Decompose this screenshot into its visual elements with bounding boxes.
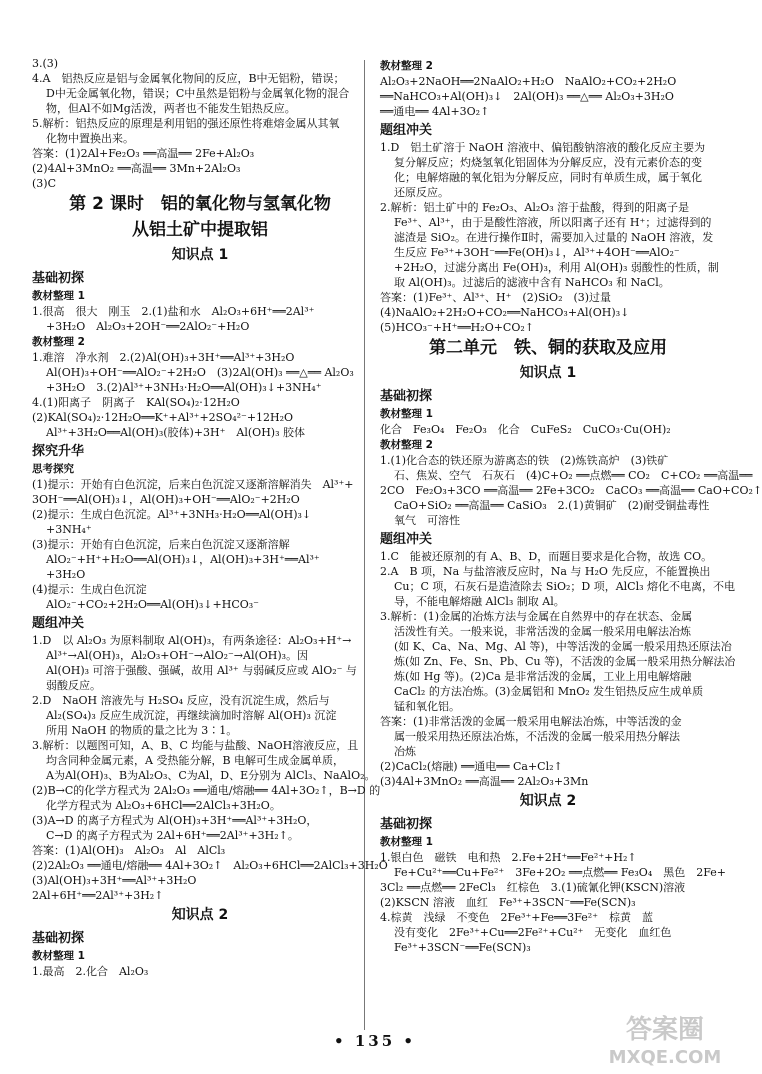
text-line: Al₂(SO₄)₃ 反应生成沉淀，再继续滴加时溶解 Al(OH)₃ 沉淀 <box>46 709 337 722</box>
left-block-6 <box>32 964 368 979</box>
text-line: 石、焦炭、空气 石灰石 (4)C+O₂ ══点燃══ CO₂ C+CO₂ ══高温══ <box>394 469 753 482</box>
text-line: 1.D 铝土矿溶于 NaOH 溶液中、偏铝酸钠溶液的酸化反应主要为 <box>380 141 706 154</box>
text-line: (3)提示：开始有白色沉淀，后来白色沉淀又逐渐溶解 <box>32 538 290 551</box>
watermark-line-2: MXQE.COM <box>608 1047 722 1068</box>
text-line: (3)C <box>32 177 56 190</box>
text-line: +3NH₄⁺ <box>46 523 92 536</box>
text-line: Al³⁺+3H₂O══Al(OH)₃(胶体)+3H⁺ Al(OH)₃ 胶体 <box>46 426 305 439</box>
text-line: (2)B→C的化学方程式为 2Al₂O₃ ══通电/熔融══ 4Al+3O₂↑，B→D 的 <box>32 784 381 797</box>
text-line: 1.D 以 Al₂O₃ 为原料制取 Al(OH)₃，有两条途径：Al₂O₃+H⁺→ <box>32 634 352 647</box>
text-line: AlO₂⁻+H⁺+H₂O══Al(OH)₃↓，Al(OH)₃+3H⁺══Al³⁺ <box>46 553 320 566</box>
text-line: 4.(1)阳离子 阴离子 KAl(SO₄)₂·12H₂O <box>32 396 240 409</box>
text-line: 复分解反应；灼烧氢氧化铝固体为分解反应，没有元素价态的变 <box>394 156 702 169</box>
knowledge-point-2-heading: 知识点 2 <box>171 907 229 923</box>
text-line: A为Al(OH)₃、B为Al₂O₃、C为Al，D、E分别为 AlCl₃、NaAlO₂。 <box>46 769 376 782</box>
textbook-summary-2-label: 教材整理 2 <box>32 336 85 348</box>
text-line: Fe³⁺+3SCN⁻══Fe(SCN)₃ <box>394 941 531 954</box>
right-section-basic-explore: 基础初探 <box>380 389 433 404</box>
textbook-summary-1b-label: 教材整理 1 <box>32 950 85 962</box>
text-line: +3H₂O <box>46 568 86 581</box>
text-line: 锰和氧化铝。 <box>394 700 460 713</box>
left-block-5 <box>32 633 388 903</box>
text-line: 化物中置换出来。 <box>46 132 134 145</box>
right-block-6 <box>380 850 726 955</box>
text-line: (5)HCO₃⁻+H⁺══H₂O+CO₂↑ <box>380 321 534 334</box>
left-column <box>32 56 388 979</box>
text-line: 1.很高 很大 刚玉 2.(1)盐和水 Al₂O₃+6H⁺══2Al³⁺ <box>32 305 315 318</box>
text-line: AlO₂⁻+CO₂+2H₂O══Al(OH)₃↓+HCO₃⁻ <box>46 598 259 611</box>
text-line: 2.A B 项，Na 与盐溶液反应时，Na 与 H₂O 先反应，不能置换出 <box>380 565 711 578</box>
text-line: 1.C 能被还原剂的有 A、B、D，而题目要求是化合物，故选 CO。 <box>380 550 713 563</box>
lesson-subtitle: 从铝土矿中提取铝 <box>132 220 268 240</box>
left-block-4 <box>32 477 368 612</box>
text-line: 2.解析：铝土矿中的 Fe₂O₃、Al₂O₃ 溶于盐酸，得到的阳离子是 <box>380 201 690 214</box>
section-explore-upgrade: 探究升华 <box>32 444 85 459</box>
text-line: 没有变化 2Fe³⁺+Cu══2Fe²⁺+Cu²⁺ 无变化 血红色 <box>394 926 672 939</box>
text-line: 5.解析：铝热反应的原理是利用铝的强还原性将难熔金属从其氧 <box>32 117 340 130</box>
right-section-exercise-group: 题组冲关 <box>380 532 433 547</box>
text-line: 4.棕黄 浅绿 不变色 2Fe³⁺+Fe══3Fe²⁺ 棕黄 蓝 <box>380 911 654 924</box>
text-line: 物，但Al不如Mg活泼，两者也不能发生铝热反应。 <box>46 102 296 115</box>
text-line: (2)KAl(SO₄)₂·12H₂O══K⁺+Al³⁺+2SO₄²⁻+12H₂O <box>32 411 294 424</box>
text-line: 生反应 Fe³⁺+3OH⁻══Fe(OH)₃↓，Al³⁺+4OH⁻══AlO₂⁻ <box>394 246 680 259</box>
text-line: Cu；C 项，石灰石是造渣除去 SiO₂；D 项，AlCl₃ 熔化不电离，不电 <box>394 580 736 593</box>
text-line: (1)提示：开始有白色沉淀，后来白色沉淀又逐渐溶解消失 Al³⁺+ <box>32 478 354 491</box>
text-line: 3.解析：以题图可知，A、B、C 均能与盐酸、NaOH溶液反应，且 <box>32 739 359 752</box>
right-textbook-summary-1-label: 教材整理 1 <box>380 408 433 420</box>
text-line: 均含同种金属元素，A 受热能分解，B 电解可生成金属单质， <box>46 754 345 767</box>
text-line: 炼(如 Hg 等)。(2)Ca 是非常活泼的金属，工业上用电解熔融 <box>394 670 692 683</box>
text-line: 3OH⁻══Al(OH)₃↓，Al(OH)₃+OH⁻══AlO₂⁻+2H₂O <box>32 493 300 506</box>
text-line: 2.D NaOH 溶液先与 H₂SO₄ 反应，没有沉淀生成，然后与 <box>32 694 330 707</box>
text-line: Al₂O₃+2NaOH══2NaAlO₂+H₂O NaAlO₂+CO₂+2H₂O <box>380 75 677 88</box>
text-line: CaCl₂ 的方法冶炼。(3)金属铝和 MnO₂ 发生铝热反应生成单质 <box>394 685 704 698</box>
section-basic-explore-2: 基础初探 <box>32 931 85 946</box>
text-line: ══通电══ 4Al+3O₂↑ <box>380 105 490 118</box>
section-basic-explore: 基础初探 <box>32 271 85 286</box>
text-line: 滤渣是 SiO₂。在进行操作Ⅱ时，需要加入过量的 NaOH 溶液，发 <box>394 231 714 244</box>
text-line: 还原反应。 <box>394 186 449 199</box>
lesson-title: 第 2 课时 铝的氧化物与氢氧化物 <box>69 194 331 214</box>
text-line: (2)提示：生成白色沉淀。Al³⁺+3NH₃·H₂O══Al(OH)₃↓ <box>32 508 312 521</box>
text-line: 3.解析：(1)金属的冶炼方法与金属在自然界中的存在状态、金属 <box>380 610 693 623</box>
text-line: (4)提示：生成白色沉淀 <box>32 583 147 596</box>
text-line: 1.难溶 净水剂 2.(2)Al(OH)₃+3H⁺══Al³⁺+3H₂O <box>32 351 295 364</box>
text-line: (2)KSCN 溶液 血红 Fe³⁺+3SCN⁻══Fe(SCN)₃ <box>380 896 636 909</box>
text-line: +3H₂O Al₂O₃+2OH⁻══2AlO₂⁻+H₂O <box>46 320 250 333</box>
text-line: (3)A→D 的离子方程式为 Al(OH)₃+3H⁺══Al³⁺+3H₂O， <box>32 814 318 827</box>
text-line: Fe³⁺、Al³⁺，由于是酸性溶液，所以阳离子还有 H⁺；过滤得到的 <box>394 216 712 229</box>
text-line: 化；电解熔融的氧化铝为分解反应，同时有单质生成，属于氧化 <box>394 171 702 184</box>
text-line: 1.最高 2.化合 Al₂O₃ <box>32 965 149 978</box>
text-line: 答案：(1)非常活泼的金属一般采用电解法冶炼，中等活泼的金 <box>380 715 682 728</box>
text-line: +3H₂O 3.(2)Al³⁺+3NH₃·H₂O══Al(OH)₃↓+3NH₄⁺ <box>46 381 322 394</box>
page-number: • 135 • <box>334 1032 416 1050</box>
text-line: 化学方程式为 Al₂O₃+6HCl══2AlCl₃+3H₂O。 <box>46 799 281 812</box>
section-exercise-group-right: 题组冲关 <box>380 123 433 138</box>
knowledge-point-1-heading: 知识点 1 <box>171 247 229 263</box>
text-line: 导，不能电解熔融 AlCl₃ 制取 Al。 <box>394 595 565 608</box>
right-block-3 <box>380 422 716 437</box>
text-line: C→D 的离子方程式为 2Al+6H⁺══2Al³⁺+3H₂↑。 <box>46 829 299 842</box>
unit-title: 第二单元 铁、铜的获取及应用 <box>429 338 667 358</box>
watermark-line-1: 答案圈 <box>625 1015 705 1045</box>
right-textbook-summary-2-label: 教材整理 2 <box>380 439 433 451</box>
text-line: 活泼性有关。一般来说，非常活泼的金属一般采用电解法冶炼 <box>394 625 691 638</box>
thinking-explore-label: 思考探究 <box>32 463 74 475</box>
text-line: Al(OH)₃+OH⁻══AlO₂⁻+2H₂O (3)2Al(OH)₃ ══△══ Al₂O₃ <box>46 366 354 379</box>
section-exercise-group: 题组冲关 <box>32 616 85 631</box>
text-line: 冶炼 <box>394 745 416 758</box>
right-knowledge-point-2-heading: 知识点 2 <box>519 793 577 809</box>
left-block-3 <box>32 350 368 440</box>
text-line: (2)2Al₂O₃ ══通电/熔融══ 4Al+3O₂↑ Al₂O₃+6HCl══2AlCl₃+3H₂O <box>32 859 388 872</box>
text-line: CaO+SiO₂ ══高温══ CaSiO₃ 2.(1)黄铜矿 (2)耐受铜盐毒性 <box>394 499 710 512</box>
right-block-5 <box>380 549 736 789</box>
text-line: 1.银白色 磁铁 电和热 2.Fe+2H⁺══Fe²⁺+H₂↑ <box>380 851 637 864</box>
text-line: ══NaHCO₃+Al(OH)₃↓ 2Al(OH)₃ ══△══ Al₂O₃+3H₂O <box>380 90 674 103</box>
text-line: 所用 NaOH 的物质的量之比为 3∶1。 <box>46 724 238 737</box>
left-block-2 <box>32 304 368 334</box>
text-line: 3Cl₂ ══点燃══ 2FeCl₃ 红棕色 3.(1)硫氰化钾(KSCN)溶液 <box>380 881 686 894</box>
text-line: Al³⁺→Al(OH)₃，Al₂O₃+OH⁻→AlO₂⁻→Al(OH)₃。因 <box>46 649 309 662</box>
right-textbook-summary-1b-label: 教材整理 1 <box>380 836 433 848</box>
site-watermark-logo <box>590 1008 740 1070</box>
right-column <box>380 58 762 955</box>
text-line: Fe+Cu²⁺══Cu+Fe²⁺ 3Fe+2O₂ ══点燃══ Fe₃O₄ 黑色 2Fe+ <box>394 866 726 879</box>
text-line: 3.(3) <box>32 57 59 70</box>
text-line: (3)Al(OH)₃+3H⁺══Al³⁺+3H₂O <box>32 874 197 887</box>
right-block-4 <box>380 453 762 528</box>
right-section-basic-explore-2: 基础初探 <box>380 817 433 832</box>
right-block-2 <box>380 140 719 335</box>
left-block-1 <box>32 56 368 191</box>
text-line: (3)4Al+3MnO₂ ══高温══ 2Al₂O₃+3Mn <box>380 775 589 788</box>
textbook-summary-2-label-right: 教材整理 2 <box>380 60 433 72</box>
text-line: D中无金属氧化物，错误；C中虽然是铝粉与金属氧化物的混合 <box>46 87 350 100</box>
text-line: Al(OH)₃ 可溶于强酸、强碱，故用 Al³⁺ 与弱碱反应或 AlO₂⁻ 与 <box>46 664 357 677</box>
text-line: 炼(如 Zn、Fe、Sn、Pb、Cu 等)，不活泼的金属一般采用热分解法冶 <box>394 655 736 668</box>
text-line: (如 K、Ca、Na、Mg、Al 等)，中等活泼的金属一般采用热还原法冶 <box>394 640 732 653</box>
textbook-summary-1-label: 教材整理 1 <box>32 290 85 302</box>
text-line: 属一般采用热还原法冶炼，不活泼的金属一般采用热分解法 <box>394 730 680 743</box>
text-line: +2H₂O，过滤分离出 Fe(OH)₃，利用 Al(OH)₃ 弱酸性的性质，制 <box>394 261 719 274</box>
text-line: 答案：(1)Al(OH)₃ Al₂O₃ Al AlCl₃ <box>32 844 226 857</box>
text-line: (2)4Al+3MnO₂ ══高温══ 3Mn+2Al₂O₃ <box>32 162 241 175</box>
text-line: 2CO Fe₂O₃+3CO ══高温══ 2Fe+3CO₂ CaCO₃ ══高温══ CaO+CO₂↑ <box>380 484 762 497</box>
right-block-1 <box>380 74 716 119</box>
text-line: 答案：(1)2Al+Fe₂O₃ ══高温══ 2Fe+Al₂O₃ <box>32 147 255 160</box>
text-line: 化合 Fe₃O₄ Fe₂O₃ 化合 CuFeS₂ CuCO₃·Cu(OH)₂ <box>380 423 671 436</box>
text-line: (2)CaCl₂(熔融) ══通电══ Ca+Cl₂↑ <box>380 760 563 773</box>
text-line: 答案：(1)Fe³⁺、Al³⁺、H⁺ (2)SiO₂ (3)过量 <box>380 291 612 304</box>
text-line: 取 Al(OH)₃。过滤后的滤液中含有 NaHCO₃ 和 NaCl。 <box>394 276 670 289</box>
right-knowledge-point-1-heading: 知识点 1 <box>519 365 577 381</box>
text-line: 2Al+6H⁺══2Al³⁺+3H₂↑ <box>32 889 164 902</box>
text-line: 弱酸反应。 <box>46 679 101 692</box>
text-line: (4)NaAlO₂+2H₂O+CO₂══NaHCO₃+Al(OH)₃↓ <box>380 306 630 319</box>
text-line: 4.A 铝热反应是铝与金属氧化物间的反应，B中无铝粉，错误； <box>32 72 345 85</box>
text-line: 氧气 可溶性 <box>394 514 460 527</box>
text-line: 1.(1)化合态的铁还原为游离态的铁 (2)炼铁高炉 (3)铁矿 <box>380 454 669 467</box>
